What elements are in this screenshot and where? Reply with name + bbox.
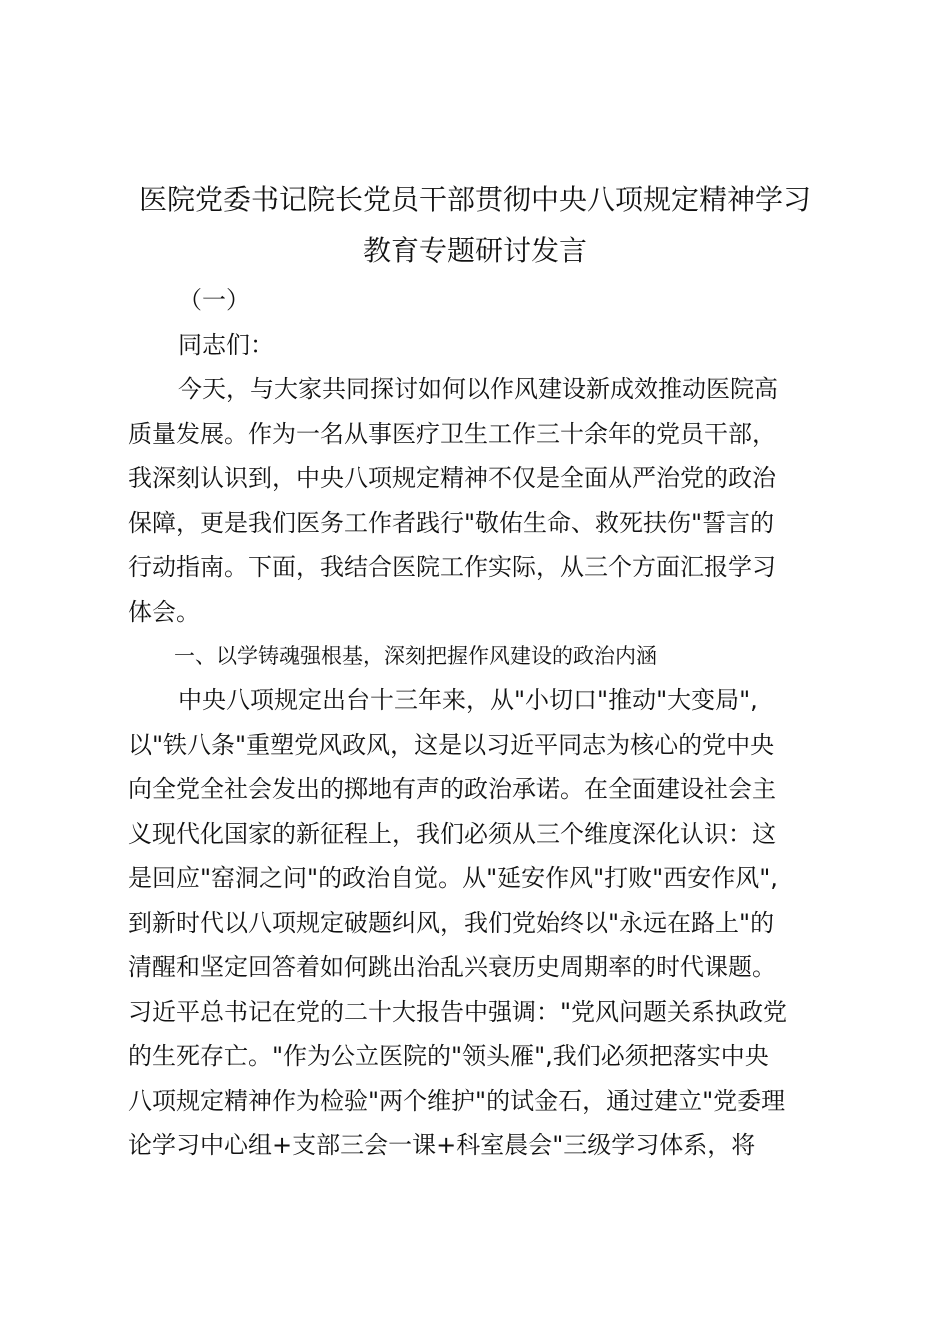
document-title — [118, 174, 832, 276]
text-line: 习近平总书记在党的二十大报告中强调："党风问题关系执政党 — [128, 997, 788, 1026]
text-line: 行动指南。下面，我结合医院工作实际，从三个方面汇报学习 — [128, 553, 776, 581]
title-line: 教育专题研讨发言 — [362, 234, 587, 267]
text-line: 保障，更是我们医务工作者践行"敬佑生命、救死扶伤"誓言的 — [128, 508, 775, 537]
text-line: 向全党全社会发出的掷地有声的政治承诺。在全面建设社会主 — [128, 775, 776, 803]
text-line: 八项规定精神作为检验"两个维护"的试金石，通过建立"党委理 — [128, 1086, 786, 1115]
text-line: 中央八项规定出台十三年来，从"小切口"推动"大变局", — [178, 686, 758, 714]
text-line: 以"铁八条"重塑党风政风，这是以习近平同志为核心的党中央 — [128, 730, 775, 759]
section-heading: 一、以学铸魂强根基，深刻把握作风建设的政治内涵 — [174, 644, 657, 668]
text-line: 论学习中心组+支部三会一课+科室晨会"三级学习体系，将 — [128, 1131, 756, 1159]
text-line: 清醒和坚定回答着如何跳出治乱兴衰历史周期率的时代课题。 — [128, 953, 776, 981]
salutation: 同志们： — [178, 330, 274, 359]
text-line: 今天，与大家共同探讨如何以作风建设新成效推动医院高 — [178, 375, 778, 403]
text-line: 质量发展。作为一名从事医疗卫生工作三十余年的党员干部， — [128, 419, 776, 448]
text-line: 义现代化国家的新征程上，我们必须从三个维度深化认识：这 — [128, 819, 776, 848]
text-line: 到新时代以八项规定破题纠风，我们党始终以"永远在路上"的 — [128, 908, 775, 937]
title-line: 医院党委书记院长党员干部贯彻中央八项规定精神学习 — [138, 183, 811, 216]
text-line: 体会。 — [128, 597, 200, 626]
text-line: 的生死存亡。"作为公立医院的"领头雁",我们必须把落实中央 — [128, 1042, 769, 1070]
intro-paragraph — [128, 367, 828, 634]
document-body — [128, 278, 828, 1168]
text-line: 我深刻认识到，中央八项规定精神不仅是全面从严治党的政治 — [128, 464, 776, 492]
body-paragraph — [128, 678, 828, 1168]
section-marker: （一） — [178, 286, 250, 314]
text-line: 是回应"窑洞之问"的政治自觉。从"延安作风"打败"西安作风", — [128, 864, 778, 892]
